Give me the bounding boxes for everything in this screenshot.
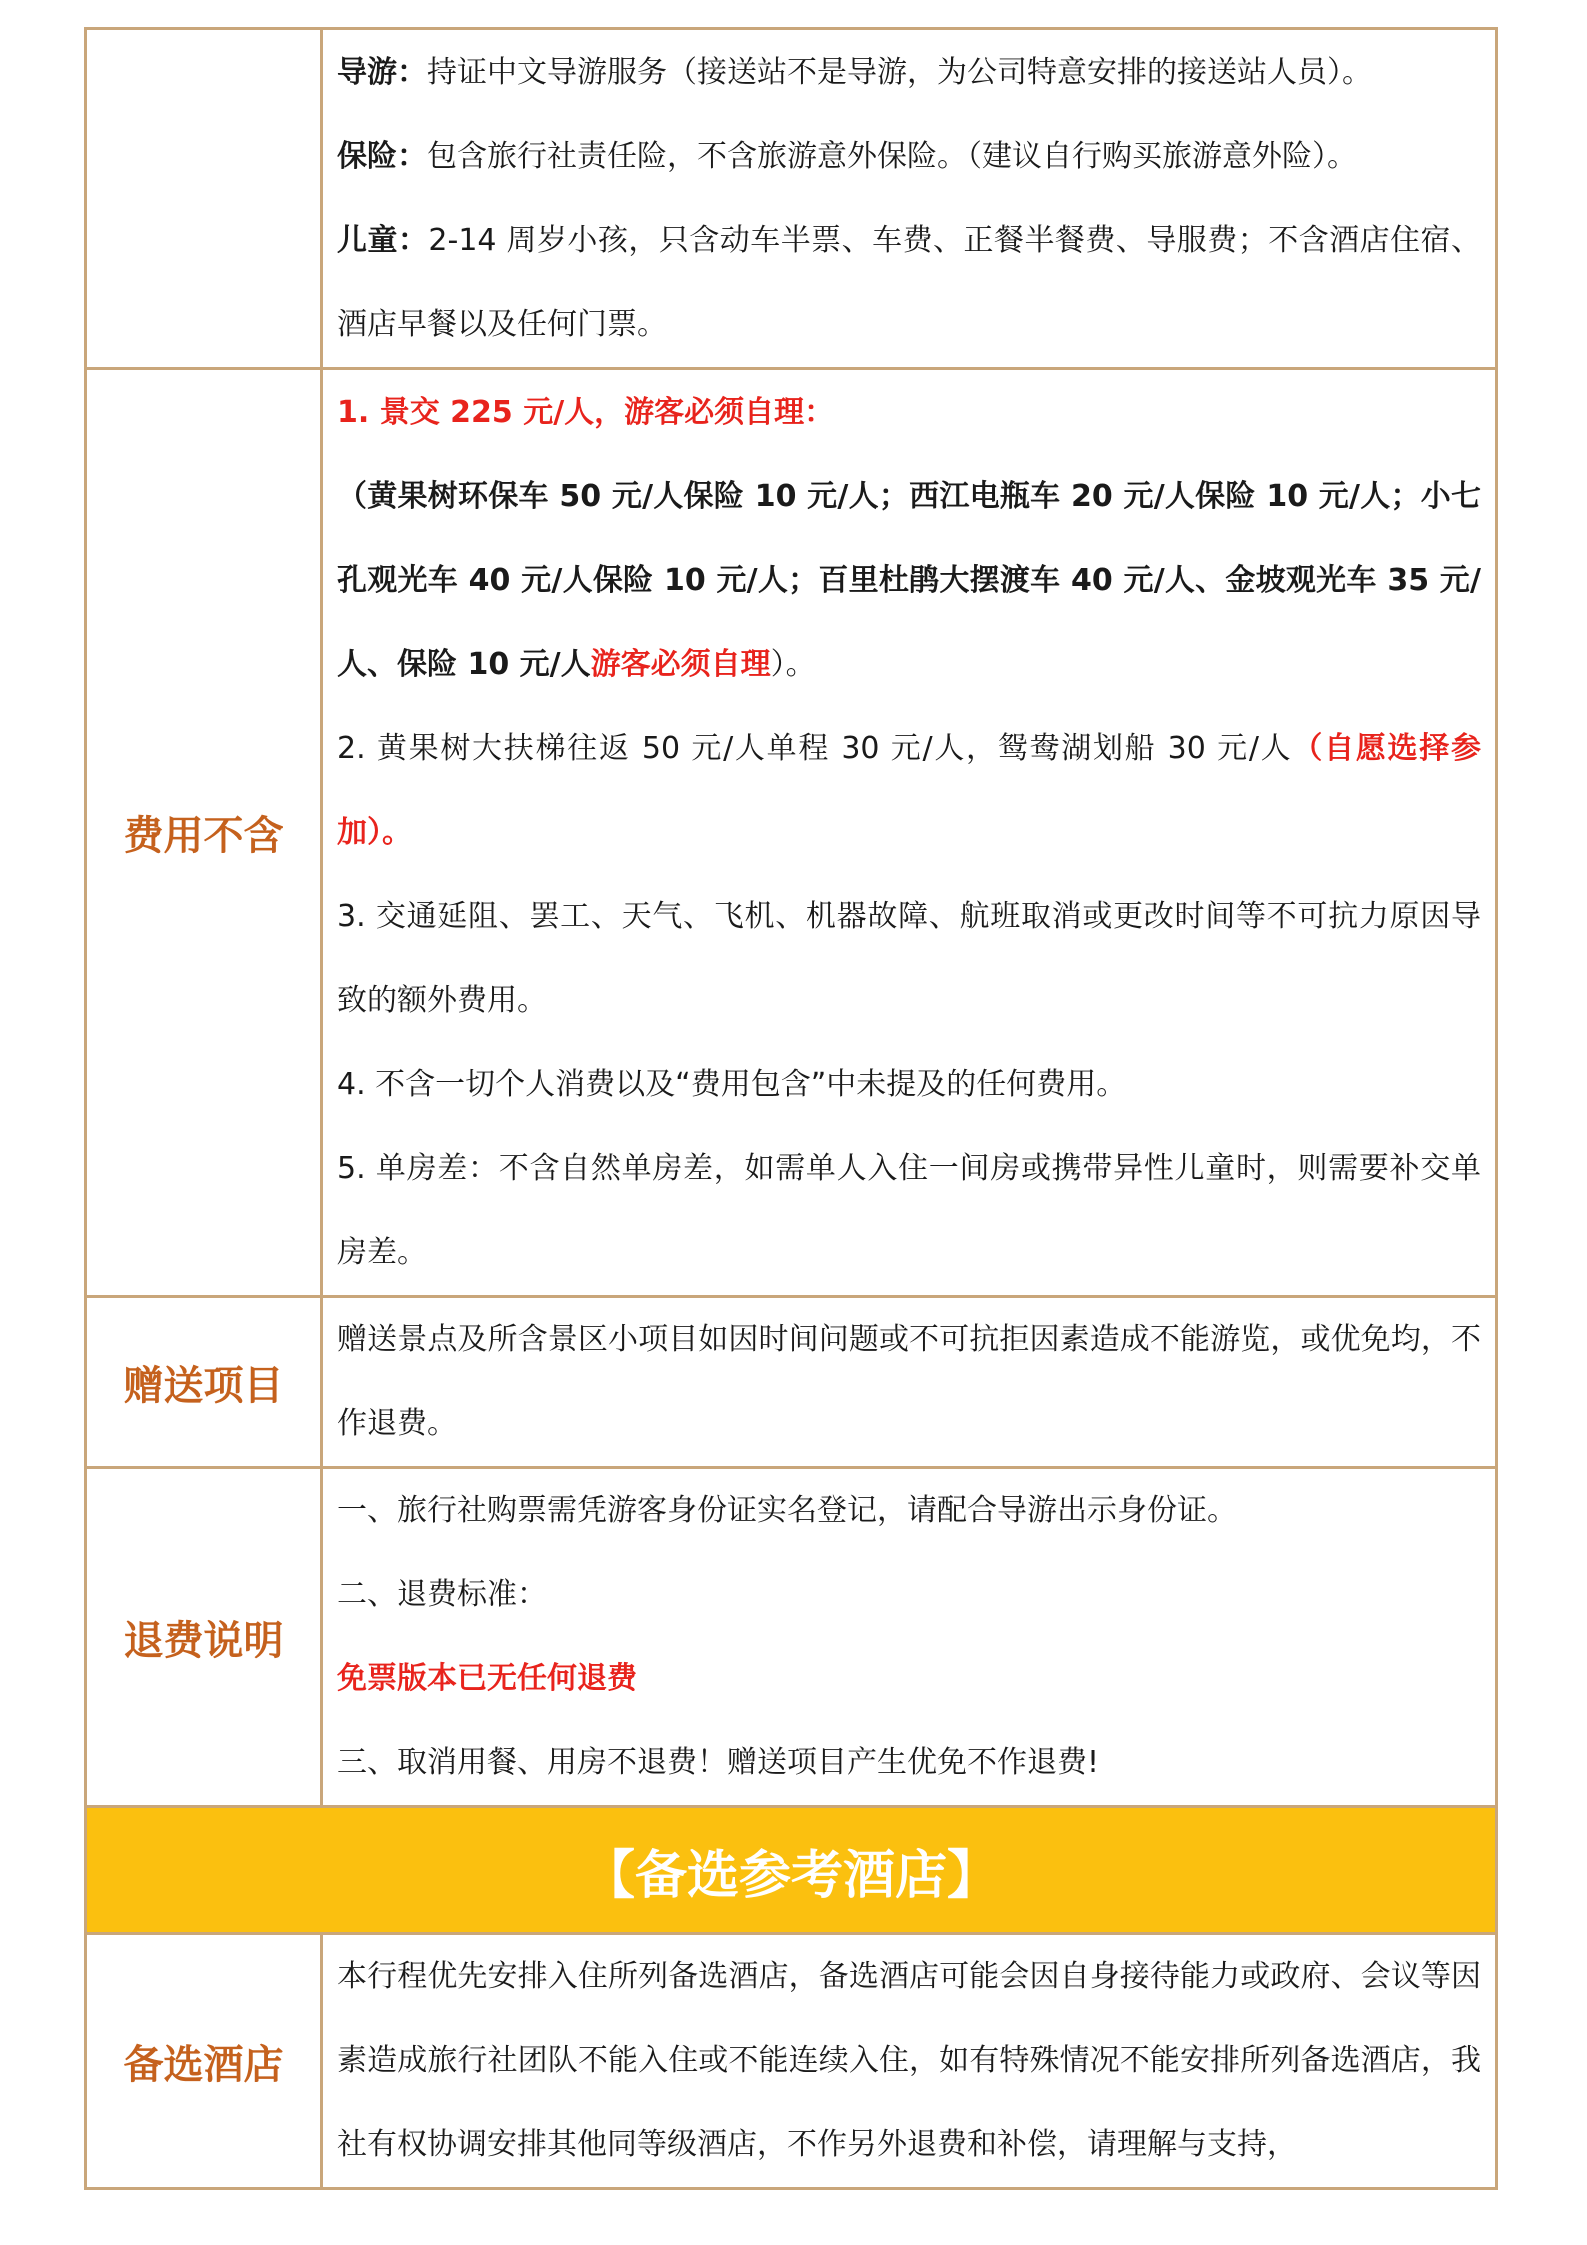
item3: 3. 交通延阻、罢工、天气、飞机、机器故障、航班取消或更改时间等不可抗力原因导致的额外费用。	[337, 898, 1481, 1018]
item2: 2. 黄果树大扶梯往返 50 元/人单程 30 元/人，鸳鸯湖划船 30 元/人（自愿选择参加）。	[337, 730, 1481, 850]
refund-line-3: 免票版本已无任何退费	[337, 1661, 637, 1696]
row-hotels	[86, 1934, 1497, 2189]
refund-line-1: 一、旅行社购票需凭游客身份证实名登记，请配合导游出示身份证。	[337, 1493, 1237, 1528]
gift-items-content	[322, 1297, 1497, 1468]
label-fees-excluded: 费用不含	[86, 369, 322, 1297]
label-hotels: 备选酒店	[86, 1934, 322, 2189]
row-content	[322, 29, 1497, 369]
row-label-empty	[86, 29, 322, 369]
children-line: 儿童：2-14 周岁小孩，只含动车半票、车费、正餐半餐费、导服费；不含酒店住宿、酒店早餐以及任何门票。	[337, 222, 1481, 342]
row-gift-items	[86, 1297, 1497, 1468]
row-guide-insurance-children	[86, 29, 1497, 369]
refund-content	[322, 1468, 1497, 1807]
guide-line: 导游：持证中文导游服务（接送站不是导游，为公司特意安排的接送站人员）。	[337, 54, 1372, 90]
item1-title: 1. 景交 225 元/人，游客必须自理：	[337, 394, 835, 430]
hotels-text: 本行程优先安排入住所列备选酒店，备选酒店可能会因自身接待能力或政府、会议等因素造成旅行社团队不能入住或不能连续入住，如有特殊情况不能安排所列备选酒店，我社有权协调安排其他同等级酒店，不作另外退费和补偿，请理解与支持，	[337, 1959, 1481, 2162]
refund-line-2: 二、退费标准：	[337, 1577, 547, 1612]
gift-items-text: 赠送景点及所含景区小项目如因时间问题或不可抗拒因素造成不能游览，或优免均，不作退费。	[337, 1322, 1481, 1441]
label-gift-items: 赠送项目	[86, 1297, 322, 1468]
label-refund: 退费说明	[86, 1468, 322, 1807]
item5: 5. 单房差：不含自然单房差，如需单人入住一间房或携带异性儿童时，则需要补交单房差。	[337, 1150, 1481, 1270]
hotels-content	[322, 1934, 1497, 2189]
item1-detail: （黄果树环保车 50 元/人保险 10 元/人；西江电瓶车 20 元/人保险 10 元/人；小七孔观光车 40 元/人保险 10 元/人；百里杜鹃大摆渡车 40 元/人、金坡观光车 35 元/人、保险 10 元/人游客必须自理）。	[337, 478, 1481, 682]
hotel-banner-row	[86, 1807, 1497, 1934]
hotel-banner-title: 【备选参考酒店】	[86, 1807, 1497, 1934]
row-fees-excluded	[86, 369, 1497, 1297]
itinerary-table	[84, 27, 1498, 2190]
fees-excluded-content	[322, 369, 1497, 1297]
item4: 4. 不含一切个人消费以及“费用包含”中未提及的任何费用。	[337, 1066, 1127, 1102]
refund-line-4: 三、取消用餐、用房不退费！赠送项目产生优免不作退费!	[337, 1745, 1100, 1780]
insurance-line: 保险：包含旅行社责任险，不含旅游意外保险。（建议自行购买旅游意外险）。	[337, 138, 1357, 174]
row-refund	[86, 1468, 1497, 1807]
